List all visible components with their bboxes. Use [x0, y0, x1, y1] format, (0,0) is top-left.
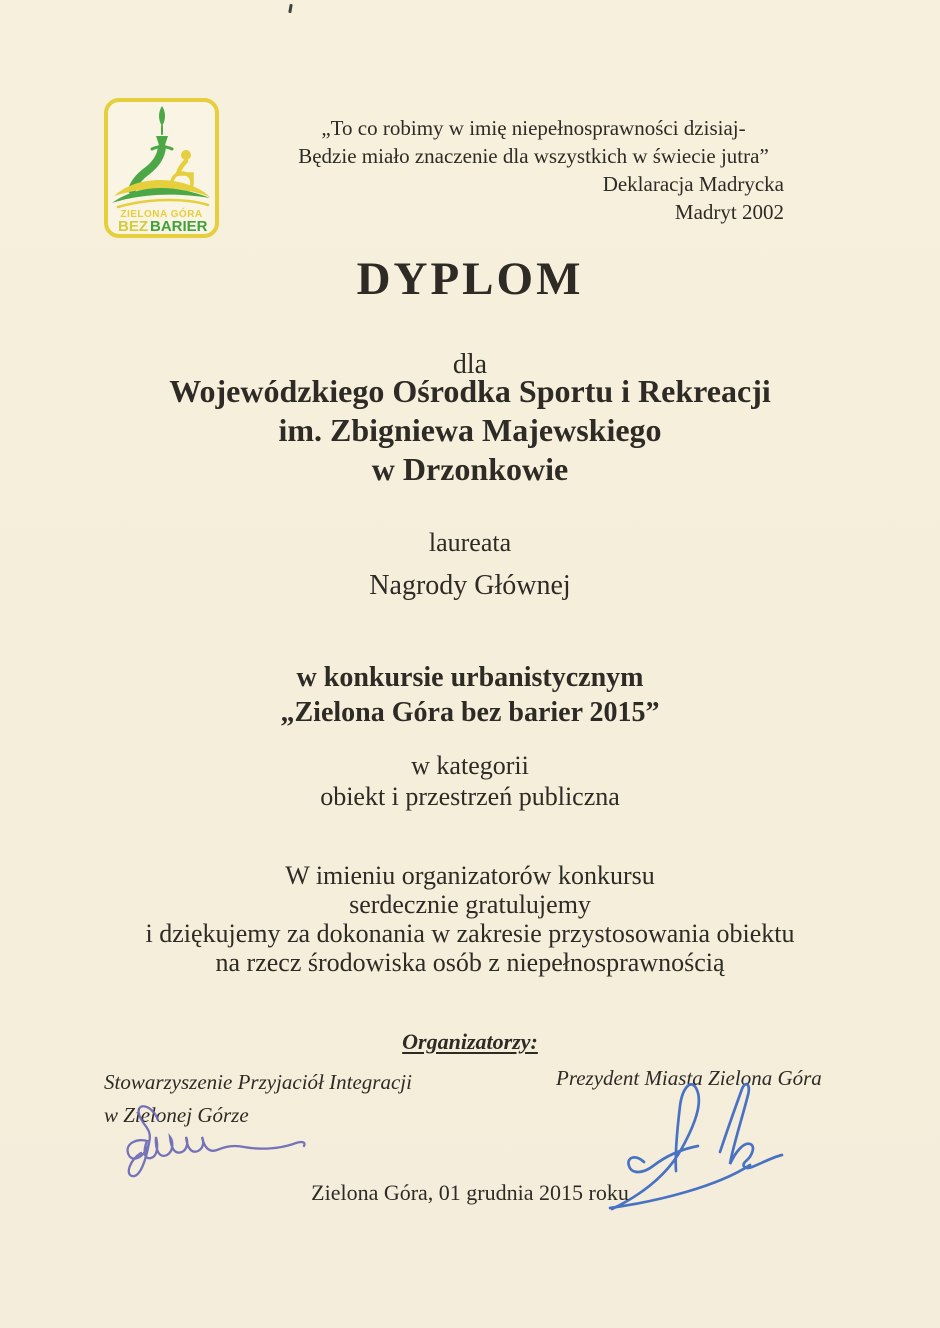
organizers-heading: Organizatorzy:	[402, 1029, 538, 1054]
prize-name: Nagrody Głównej	[369, 570, 571, 601]
contest-category	[0, 750, 940, 812]
recipient-line-3: w Drzonkowie	[371, 451, 569, 487]
logo-bez-label: BEZ	[118, 218, 148, 235]
organizer-right: Prezydent Miasta Zielona Góra	[556, 1066, 822, 1090]
category-intro: w kategorii	[411, 751, 529, 780]
quote-line-2: Będzie miało znaczenie dla wszystkich w świecie jutra”	[298, 144, 769, 168]
quote-attribution-year: Madryt 2002	[674, 200, 784, 224]
logo-barier-label: BARIER	[150, 218, 208, 235]
recipient-line-1: Wojewódzkiego Ośrodka Sportu i Rekreacji	[169, 373, 771, 409]
laureate-label: laureata	[428, 528, 512, 557]
zielona-gora-bez-barier-logo	[103, 97, 220, 239]
logo-city-label: ZIELONA GÓRA	[120, 209, 203, 220]
congrats-line-3: i dziękujemy za dokonania w zakresie przystosowania obiektu	[145, 919, 795, 948]
organizer-left-line-2: w Zielonej Górze	[104, 1103, 249, 1127]
contest-name	[0, 660, 940, 730]
congratulations-paragraph	[0, 861, 940, 977]
madrid-declaration-quote	[283, 114, 784, 226]
organizer-left	[104, 1066, 464, 1132]
recipient-name	[0, 372, 940, 489]
congrats-line-1: W imieniu organizatorów konkursu	[285, 861, 655, 890]
quote-line-1: „To co robimy w imię niepełnosprawności dzisiaj-	[321, 116, 746, 140]
recipient-line-2: im. Zbigniewa Majewskiego	[278, 412, 662, 448]
congrats-line-2: serdecznie gratulujemy	[349, 890, 591, 919]
diploma-title: DYPLOM	[356, 253, 584, 305]
congrats-line-4: na rzecz środowiska osób z niepełnosprawnością	[215, 948, 725, 977]
contest-line-1: w konkursie urbanistycznym	[296, 662, 644, 693]
place-and-date: Zielona Góra, 01 grudnia 2015 roku	[311, 1180, 629, 1205]
category-name: obiekt i przestrzeń publiczna	[320, 782, 620, 811]
contest-line-2: „Zielona Góra bez barier 2015”	[280, 697, 660, 728]
scan-speck	[288, 4, 293, 13]
organizer-left-line-1: Stowarzyszenie Przyjaciół Integracji	[104, 1070, 412, 1094]
quote-attribution: Deklaracja Madrycka	[602, 172, 784, 196]
recipient-intro: dla	[452, 349, 488, 380]
